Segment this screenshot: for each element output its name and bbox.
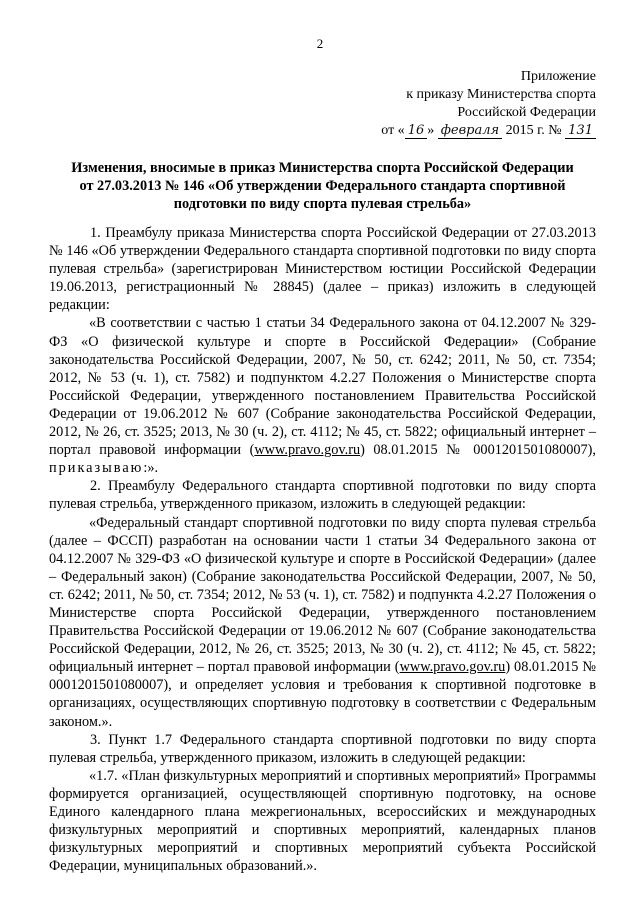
- document-title: [50, 159, 595, 213]
- appendix-line-3: Российской Федерации: [457, 105, 596, 120]
- date-mid: »: [427, 123, 435, 138]
- quote-2: [49, 514, 596, 731]
- date-month: февраля: [438, 123, 502, 139]
- paragraph-2: 2. Преамбулу Федерального стандарта спортивной подготовки по виду спорта пулевая стрельба, утвержденного приказом, изложить в следующей редакции:: [49, 478, 596, 513]
- appendix-date-line: [381, 122, 596, 140]
- quote-2-text-a: «Федеральный стандарт спортивной подготовки по виду спорта пулевая стрельба (далее – ФССП) разработан на основании части 1 статьи 34 Федерального закона от 04.12.2007 № 329-ФЗ «О физической культуре и спорте в Российской Федерации» (далее – Федеральный закон) (Собрание законодательства Российской Федерации, 2007, № 50, ст. 6242; 2011, № 50, ст. 7354; 2012, № 53 (ч. 1), ст. 7582) и подпункта 4.2.27 Положения о Министерстве спорта Российской Федерации, утвержденного постановлением Правительства Российской Федерации от 19.06.2012 № 607 (Собрание законодательства Российской Федерации, 2012, № 26, ст. 3525; 2013, № 30 (ч. 2), ст. 4112; № 45, ст. 5822; официальный интернет – портал правовой информации (: [49, 514, 596, 676]
- title-line-3: подготовки по виду спорта пулевая стрельба»: [173, 196, 472, 212]
- paragraph-3: 3. Пункт 1.7 Федерального стандарта спортивной подготовки по виду спорта пулевая стрельба, утвержденного приказом, изложить в следующей редакции:: [49, 731, 596, 766]
- quote-1-text-a: «В соответствии с частью 1 статьи 34 Федерального закона от 04.12.2007 № 329-ФЗ «О физической культуре и спорте в Российской Федерации» (Собрание законодательства Российской Федерации, 2007, № 50, ст. 6242; 2011, № 50, ст. 7354; 2012, № 53 (ч. 1), ст. 7582) и подпунктом 4.2.27 Положения о Министерстве спорта Российской Федерации, утвержденного постановлением Правительства Российской Федерации от 19.06.2012 № 607 (Собрание законодательства Российской Федерации, 2012, № 26, ст. 3525; 2013, № 30 (ч. 2), ст. 4112; № 45, ст. 5822; официальный интернет – портал правовой информации (: [49, 315, 596, 459]
- date-year: 2015 г. №: [505, 123, 562, 138]
- quote-1-link[interactable]: www.pravo.gov.ru: [254, 442, 361, 459]
- date-prefix: от «: [381, 123, 405, 138]
- appendix-line-2: к приказу Министерства спорта: [406, 87, 596, 102]
- appendix-header: [381, 68, 596, 140]
- quote-2-link[interactable]: www.pravo.gov.ru: [399, 659, 506, 676]
- quote-1-text-c: :».: [143, 460, 159, 477]
- order-number: 131: [565, 123, 596, 139]
- title-line-1: Изменения, вносимые в приказ Министерства спорта Российской Федерации: [71, 160, 574, 176]
- date-day: 16: [405, 123, 428, 139]
- paragraph-1: 1. Преамбулу приказа Министерства спорта Российской Федерации от 27.03.2013 № 146 «Об утверждении Федерального стандарта спортивной подготовки по виду спорта пулевая стрельба» (зарегистрирован Министерством юстиции Российской Федерации 19.06.2013, регистрационный № 28845) (далее – приказ) изложить в следующей редакции:: [49, 225, 596, 314]
- appendix-line-1: Приложение: [520, 69, 596, 84]
- title-line-2: от 27.03.2013 № 146 «Об утверждении Федерального стандарта спортивной: [79, 178, 566, 194]
- quote-1-text-b: ) 08.01.2015 № 0001201501080007),: [360, 442, 596, 459]
- quote-1: [49, 314, 596, 477]
- quote-3: «1.7. «План физкультурных мероприятий и спортивных мероприятий» Программы формируется организацией, осуществляющей спортивную подготовку, на основе Единого календарного плана межрегиональных, всероссийских и международных физкультурных мероприятий и спортивных мероприятий, календарных планов физкультурных мероприятий и спортивных мероприятий субъекта Российской Федерации, муниципальных образований.».: [49, 767, 596, 875]
- quote-1-spaced-word: приказываю: [49, 460, 144, 477]
- document-body: [49, 224, 596, 875]
- page-number: 2: [316, 36, 324, 51]
- quote-2-text-b: ) 08.01.2015 № 0001201501080007), и определяет условия и требования к спортивной подготовке в организациях, осуществляющих спортивную подготовку в соответствии с Федеральным законом.».: [49, 659, 597, 730]
